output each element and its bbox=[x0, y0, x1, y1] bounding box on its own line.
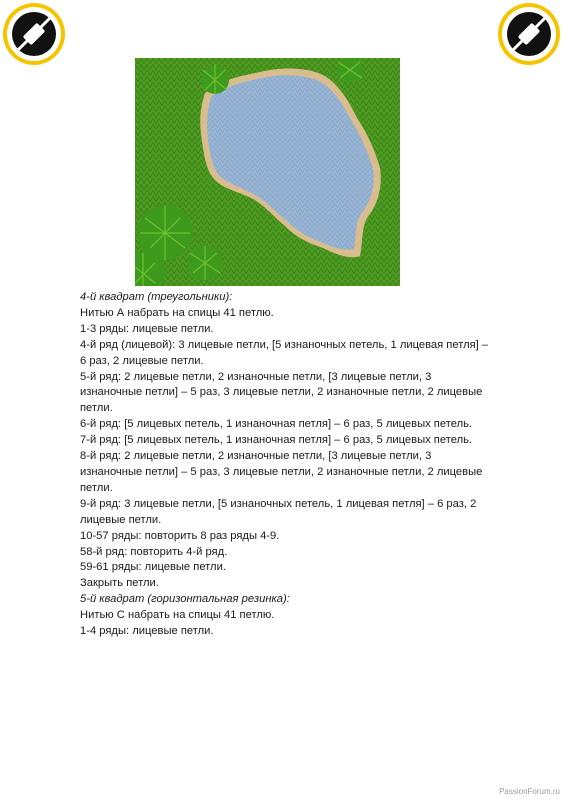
text-line: 6-й ряд: [5 лицевых петель, 1 изнаночная петля] – 6 раз, 5 лицевых петель. bbox=[80, 418, 473, 431]
knitted-square-photo bbox=[135, 58, 400, 286]
section-heading: 4-й квадрат (треугольники): bbox=[80, 291, 233, 303]
document-body bbox=[80, 290, 520, 640]
text-line: Нитью А набрать на спицы 41 петлю. bbox=[80, 306, 274, 319]
text-line: петли. bbox=[80, 481, 113, 494]
text-line: 1-4 ряды: лицевые петли. bbox=[80, 625, 214, 638]
text-line: лицевые петли. bbox=[80, 513, 162, 526]
text-line: 7-й ряд: [5 лицевых петель, 1 изнаночная петля] – 6 раз, 5 лицевых петель. bbox=[80, 434, 473, 447]
text-line: Нитью С набрать на спицы 41 петлю. bbox=[80, 609, 275, 622]
pdf-change-viewer-badge[interactable] bbox=[2, 2, 66, 66]
pdf-change-viewer-badge[interactable] bbox=[497, 2, 561, 66]
text-line: 8-й ряд: 2 лицевые петли, 2 изнаночные петли, [3 лицевые петли, 3 bbox=[80, 450, 432, 463]
text-line: 1-3 ряды: лицевые петли. bbox=[80, 322, 214, 335]
text-line: петли. bbox=[80, 402, 113, 415]
text-line: 4-й ряд (лицевой): 3 лицевые петли, [5 изнаночных петель, 1 лицевая петля] – bbox=[80, 338, 489, 351]
text-line: 6 раз, 2 лицевые петли. bbox=[80, 354, 204, 367]
section-heading: 5-й квадрат (горизонтальная резинка): bbox=[80, 593, 290, 606]
site-watermark: PassionForum.ru bbox=[499, 787, 560, 796]
text-line: изнаночные петли] – 5 раз, 3 лицевые петли, 2 изнаночные петли, 2 лицевые bbox=[80, 465, 483, 478]
text-line: 9-й ряд: 3 лицевые петли, [5 изнаночных петель, 1 лицевая петля] – 6 раз, 2 bbox=[80, 497, 477, 510]
text-line: 5-й ряд: 2 лицевые петли, 2 изнаночные петли, [3 лицевые петли, 3 bbox=[80, 370, 432, 383]
text-line: Закрыть петли. bbox=[80, 577, 159, 590]
text-line: изнаночные петли] – 5 раз, 3 лицевые петли, 2 изнаночные петли, 2 лицевые bbox=[80, 386, 483, 399]
text-line: 59-61 ряды: лицевые петли. bbox=[80, 561, 226, 574]
text-line: 10-57 ряды: повторить 8 раз ряды 4-9. bbox=[80, 529, 280, 542]
text-line: 58-й ряд: повторить 4-й ряд. bbox=[80, 545, 228, 558]
